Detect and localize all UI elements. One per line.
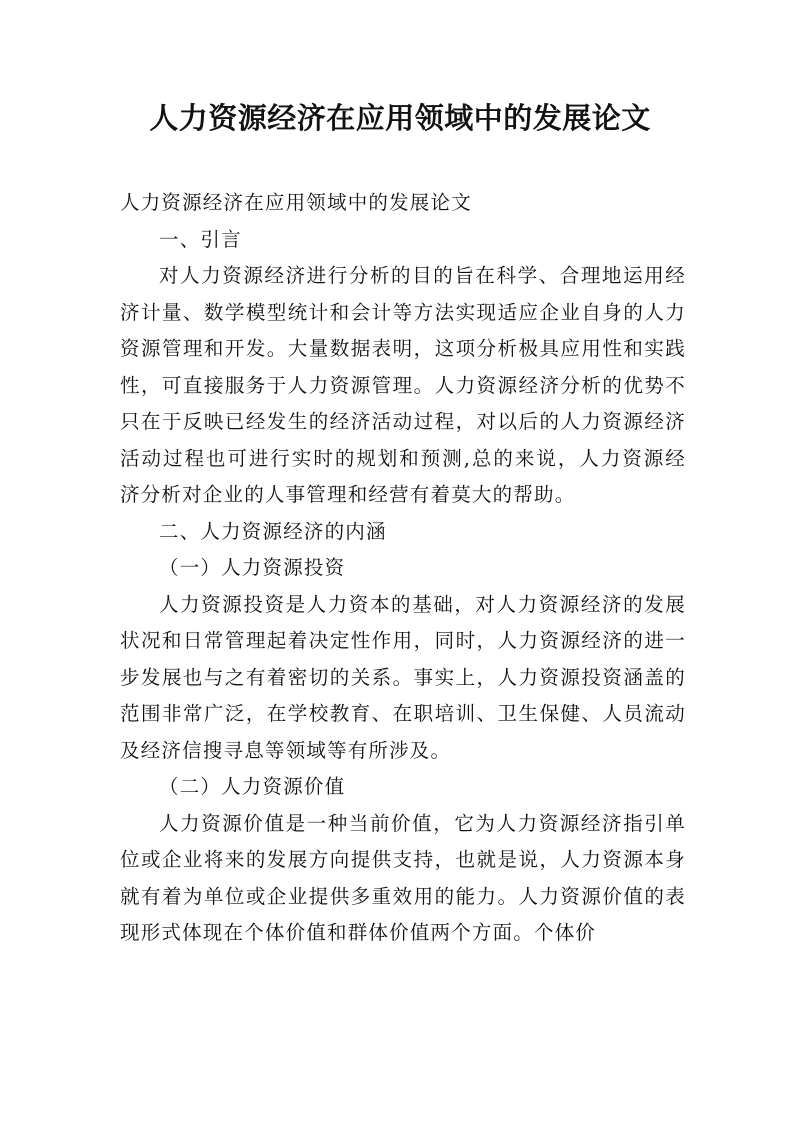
section-heading-intro: 一、引言 <box>159 227 242 251</box>
subsection-heading-value: （二）人力资源价值 <box>159 775 346 798</box>
paragraph-investment: 人力资源投资是人力资本的基础，对人力资源经济的发展状况和日常管理起着决定性作用，同时，人力资源经济的进一步发展也与之有着密切的关系。事实上，人力资源投资涵盖的范围非常广泛，在学校教育、在职培训、卫生保健、人员流动及经济信搜寻息等领域等有所涉及。 <box>120 592 686 762</box>
paragraph-intro: 对人力资源经济进行分析的目的旨在科学、合理地运用经济计量、数学模型统计和会计等方法实现适应企业自身的人力资源管理和开发。大量数据表明，这项分析极具应用性和实践性，可直接服务于人力资源管理。人力资源经济分析的优势不只在于反映已经发生的经济活动过程，对以后的人力资源经济活动过程也可进行实时的规划和预测,总的来说，人力资源经济分析对企业的人事管理和经营有着莫大的帮助。 <box>120 264 686 506</box>
subsection-heading-investment: （一）人力资源投资 <box>159 556 346 579</box>
paragraph-value: 人力资源价值是一种当前价值，它为人力资源经济指引单位或企业将来的发展方向提供支持，也就是说，人力资源本身就有着为单位或企业提供多重效用的能力。人力资源价值的表现形式体现在个体价值和群体价值两个方面。个体价 <box>120 811 686 944</box>
section-heading-connotation: 二、人力资源经济的内涵 <box>159 519 387 543</box>
subtitle-line: 人力资源经济在应用领域中的发展论文 <box>120 191 472 214</box>
document-title: 人力资源经济在应用领域中的发展论文 <box>149 101 651 135</box>
document-body <box>120 185 686 952</box>
